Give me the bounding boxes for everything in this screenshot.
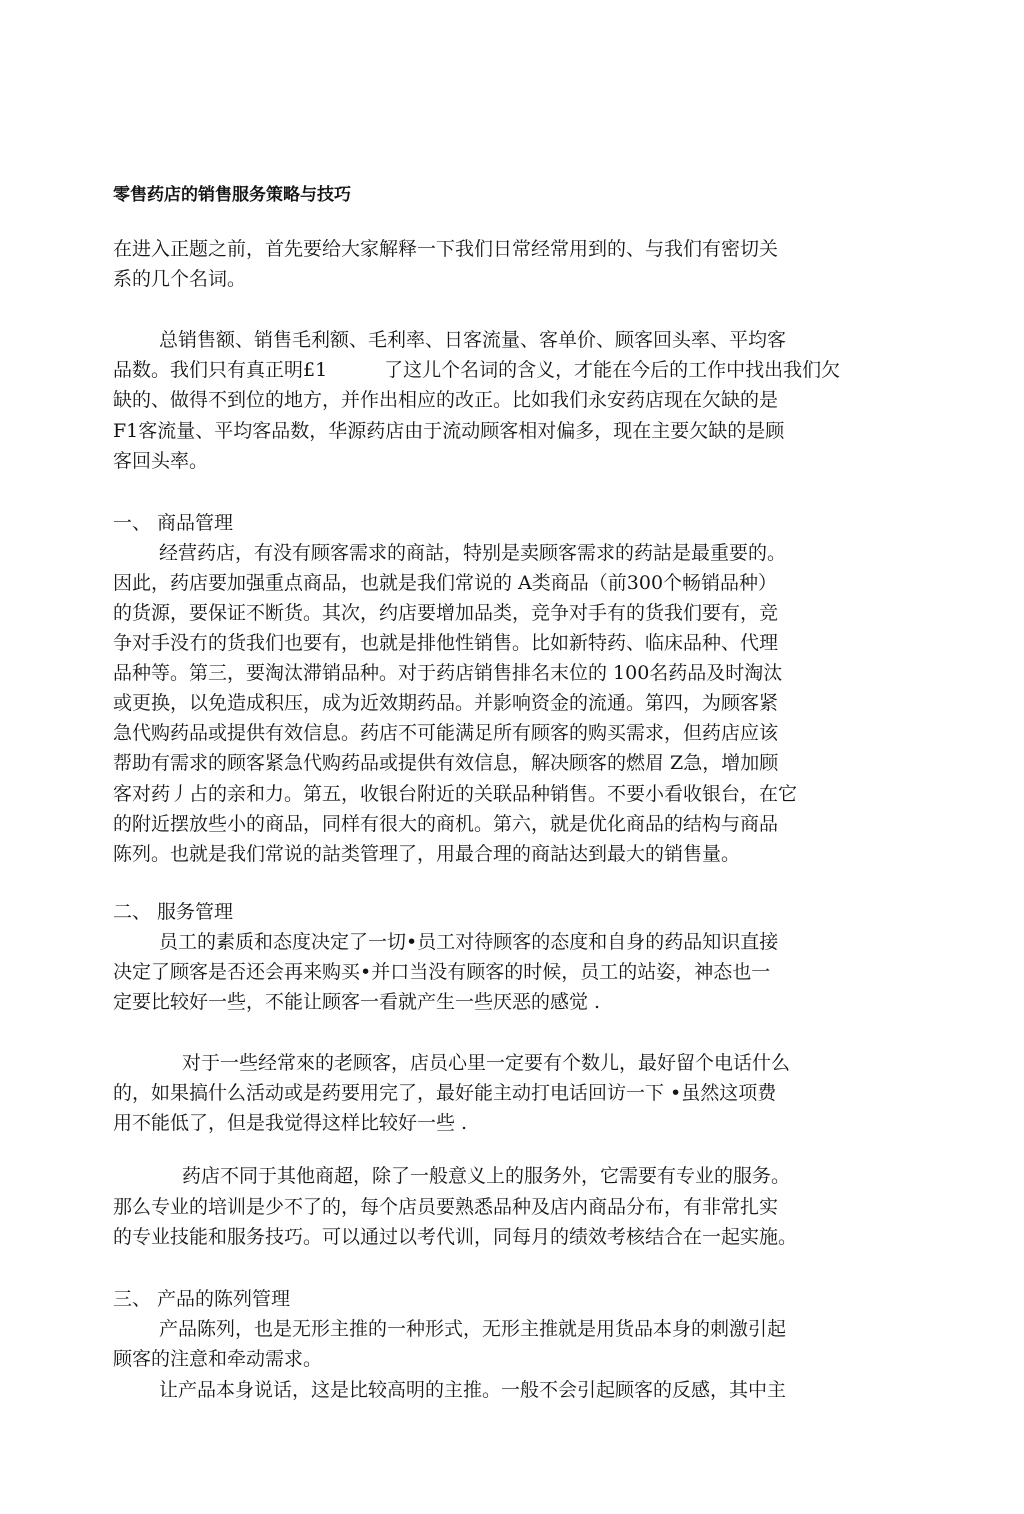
paragraph-line: 品数。我们只有真正明£1 了这儿个名词的含义，才能在今后的工作中找出我们欠 — [113, 359, 841, 381]
paragraph-line: 那么专业的培训是少不了的，每个店员要熟悉品种及店内商品分布，有非常扎实 — [113, 1196, 779, 1218]
paragraph-line: 顾客的注意和牵动需求。 — [113, 1348, 323, 1370]
paragraph-line: 客回头率。 — [113, 450, 209, 472]
paragraph-line: 定要比较好一些，不能让顾客一看就产生一些厌恶的感觉 . — [113, 991, 601, 1013]
paragraph-line: 用不能低了，但是我觉得这样比较好一些 . — [113, 1112, 468, 1134]
paragraph-line: 药店不同于其他商超，除了一般意义上的服务外，它需要有专业的服务。 — [182, 1165, 791, 1187]
paragraph-line: 陈列。也就是我们常说的詁类管理了，用最合理的商詁达到最大的销售量。 — [113, 843, 741, 865]
section-heading: 二、 服务管理 — [113, 901, 234, 923]
paragraph-line: 客对药丿占的亲和力。第五，收银台附近的关联品种销售。不要小看收银台，在它 — [113, 783, 798, 805]
paragraph-line: 的货源，要保证不断货。其次，约店要增加品类，竞争对手有的货我们要有，竞 — [113, 602, 779, 624]
paragraph-line: 缺的、做得不到位的地方，并作出相应的改正。比如我们永安药店现在欠缺的是 — [113, 389, 779, 411]
document-title: 零售药店的销售服务策略与技巧 — [113, 185, 351, 205]
paragraph-line: 员工的素质和态度决定了一切•员工对待顾客的态度和自身的药品知识直接 — [159, 931, 779, 953]
paragraph-line: 系的几个名词。 — [113, 268, 247, 290]
paragraph-line: 品种等。第三，要淘汰滞销品种。对于药店销售排名末位的 100名药品及时淘汰 — [113, 662, 783, 684]
paragraph-line: 因此，药店要加强重点商品，也就是我们常说的 A类商品（前300个畅销品种） — [113, 572, 778, 594]
paragraph-line: 让产品本身说话，这是比较高明的主推。一般不会引起顾客的反感，其中主 — [159, 1379, 787, 1401]
paragraph-line: 产品陈列，也是无形主推的一种形式，无形主推就是用货品本身的刺激引起 — [159, 1318, 787, 1340]
section-heading: 三、 产品的陈列管理 — [113, 1288, 291, 1310]
paragraph-line: 帮助有需求的顾客紧急代购药品或提供有效信息，解决顾客的燃眉 Z急，增加顾 — [113, 752, 779, 774]
paragraph-line: F1客流量、平均客品数，华源药店由于流动顾客相对偏多，现在主要欠缺的是顾 — [113, 420, 785, 442]
paragraph-line: 或更换，以免造成积压，成为近效期药品。并影响资金的流通。第四，为顾客紧 — [113, 692, 779, 714]
paragraph-line: 经营药店，有没有顾客需求的商詁，特别是卖顾客需求的药詁是最重要的。 — [159, 542, 787, 564]
paragraph-line: 总销售额、销售毛利额、毛利率、日客流量、客单价、顾客回头率、平均客 — [159, 329, 787, 351]
paragraph-line: 争对手没冇的货我们也要有，也就是排他性销售。比如新特药、临床品种、代理 — [113, 632, 779, 654]
section-heading: 一、 商品管理 — [113, 512, 234, 534]
paragraph-line: 决定了顾客是否还会再来购买•并口当没有顾客的时候，员工的站姿，神态也一 — [113, 961, 771, 983]
paragraph-line: 急代购药品或提供有效信息。药店不可能满足所有顾客的购买需求，但药店应该 — [113, 722, 779, 744]
paragraph-line: 对于一些经常來的老顾客，店员心里一定要有个数儿，最好留个电话什么 — [182, 1052, 791, 1074]
paragraph-line: 的附近摆放些小的商品，同样有很大的商机。第六，就是优化商品的结构与商品 — [113, 813, 779, 835]
paragraph-line: 的，如果搞什么活动或是药要用完了，最好能主动打电话回访一下 •虽然这项费 — [113, 1082, 777, 1104]
paragraph-line: 的专业技能和服务技巧。可以通过以考代训，同每月的绩效考核结合在一起实施。 — [113, 1226, 798, 1248]
paragraph-line: 在进入正题之前，首先要给大家解释一下我们日常经常用到的、与我们有密切关 — [113, 238, 779, 260]
